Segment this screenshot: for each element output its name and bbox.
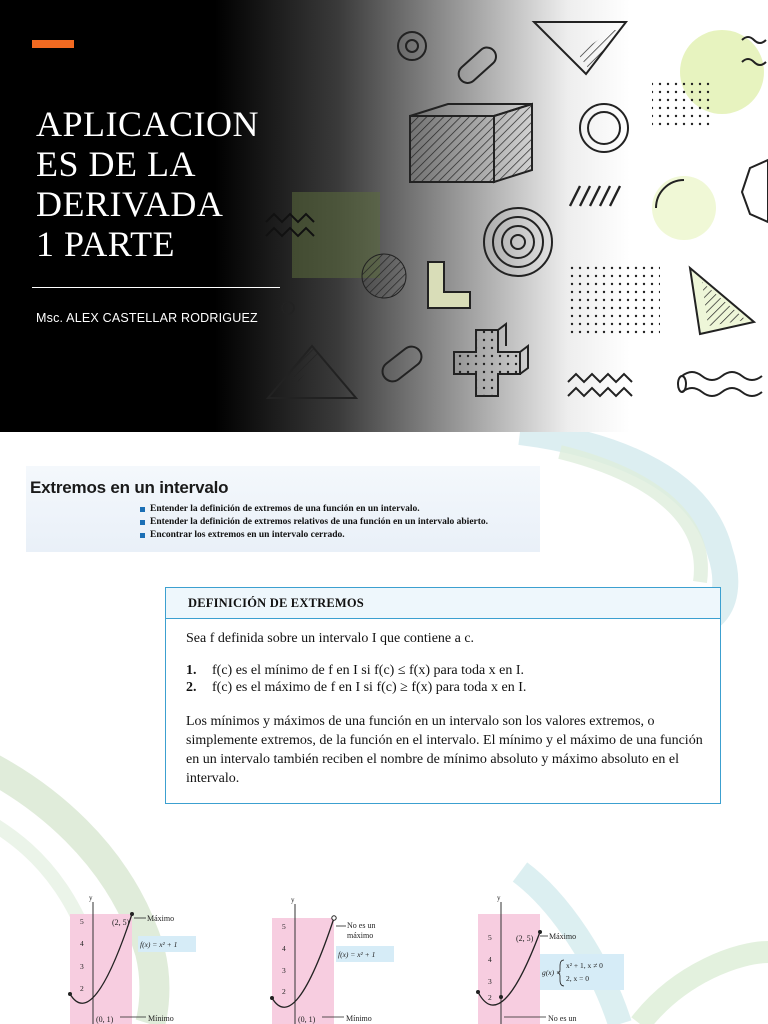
formula-label: f(x) = x² + 1	[338, 950, 376, 959]
plus-shape	[454, 330, 520, 396]
formula-label: g(x) =	[542, 968, 562, 977]
graph-1	[68, 894, 196, 1024]
author-name: Msc. ALEX CASTELLAR RODRIGUEZ	[36, 311, 258, 325]
tick-label: 2	[488, 993, 492, 1002]
no-min-label: No es un	[548, 1014, 577, 1023]
title-slide	[0, 0, 768, 432]
min-label: Mínimo	[148, 1014, 174, 1023]
example-graphs	[0, 432, 768, 1024]
formula-case: 2, x = 0	[566, 974, 589, 983]
concentric-rings-shape	[484, 208, 552, 276]
no-max-label: No es un	[347, 921, 376, 930]
capsule-shape	[455, 44, 500, 87]
max-label: Máximo	[549, 932, 577, 941]
max-label: Máximo	[147, 914, 175, 923]
accent-bar	[32, 40, 74, 48]
point-label: (2, 5)	[516, 934, 534, 943]
slashes-shape	[570, 186, 620, 206]
axis-label: y	[291, 896, 295, 904]
tick-label: 4	[282, 944, 286, 953]
dot-grid-shape	[652, 80, 710, 130]
slide-title: APLICACION ES DE LA DERIVADA 1 PARTE	[36, 104, 260, 264]
point-label: (0, 1)	[96, 1015, 114, 1024]
tick-label: 3	[80, 962, 84, 971]
tick-label: 3	[282, 966, 286, 975]
list-item: Entender la definición de extremos de una función en un intervalo.	[140, 503, 488, 516]
content-slide	[0, 432, 768, 1024]
point-label: (0, 1)	[298, 1015, 316, 1024]
definition-item-1: 1. f(c) es el mínimo de f en I si f(c) ≤ f(x) para toda x en I.	[186, 663, 525, 678]
l-block-shape	[428, 262, 470, 308]
min-label: Mínimo	[346, 1014, 372, 1023]
ring-shape	[398, 32, 426, 60]
tick-label: 4	[488, 955, 492, 964]
axis-label: y	[497, 894, 501, 902]
definition-item-2: 2. f(c) es el máximo de f en I si f(c) ≥ f(x) para toda x en I.	[186, 680, 527, 695]
tick-label: 4	[80, 939, 84, 948]
tick-label: 5	[282, 922, 286, 931]
definition-paragraph: Los mínimos y máximos de una función en un intervalo son los valores extremos, o simplemente extremos, de la función en el intervalo. El mínimo y el máximo de una función en un intervalo también reciben el nombre de mínimo absoluto y máximo absoluto en el intervalo.	[186, 714, 703, 786]
graph-3	[476, 894, 624, 1024]
graph-2	[270, 896, 394, 1024]
no-max-label: máximo	[347, 931, 374, 940]
formula-case: x² + 1, x ≠ 0	[566, 961, 603, 970]
list-item: Entender la definición de extremos relativos de una función en un intervalo abierto.	[140, 516, 488, 529]
tick-label: 5	[488, 933, 492, 942]
triangle-shape	[534, 22, 626, 74]
point-label: (2, 5)	[112, 918, 130, 927]
tick-label: 3	[488, 977, 492, 986]
axis-label: y	[89, 894, 93, 902]
definition-intro: Sea f definida sobre un intervalo I que contiene a c.	[186, 631, 475, 646]
title-divider	[32, 287, 280, 288]
tick-label: 5	[80, 917, 84, 926]
formula-label: f(x) = x² + 1	[140, 940, 178, 949]
tick-label: 2	[80, 984, 84, 993]
list-item: Encontrar los extremos en un intervalo cerrado.	[140, 529, 488, 542]
tick-label: 2	[282, 987, 286, 996]
definition-title: DEFINICIÓN DE EXTREMOS	[188, 596, 364, 610]
triangle-hatch-shape	[578, 30, 622, 68]
section-heading: Extremos en un intervalo	[30, 478, 229, 497]
